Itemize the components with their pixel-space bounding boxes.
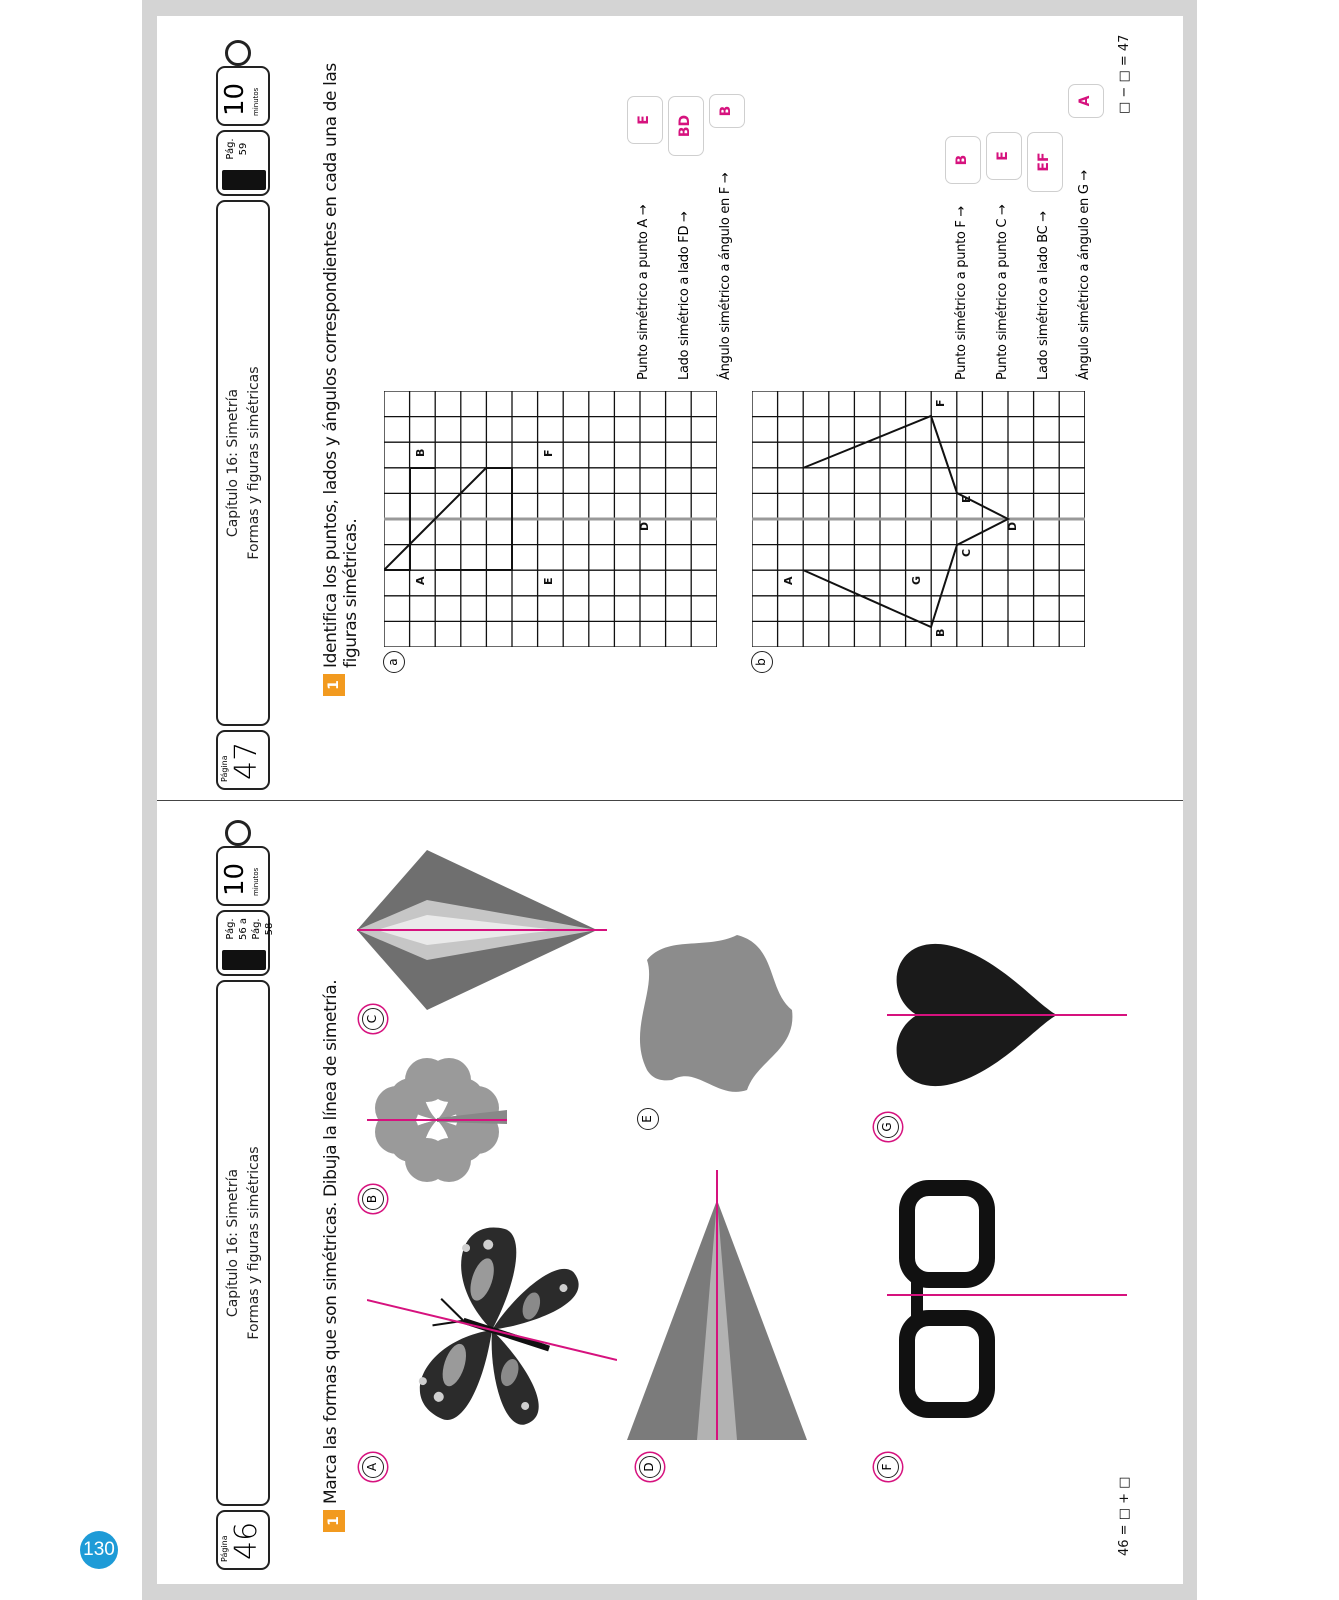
option-d[interactable]: D <box>639 1456 661 1478</box>
footer-equation: □ − □ = 47 <box>1117 34 1132 114</box>
option-c[interactable]: C <box>362 1008 384 1030</box>
kite-figure <box>357 850 607 1010</box>
butterfly-figure <box>367 1210 617 1450</box>
chapter-title: Capítulo 16: Simetría <box>225 388 241 538</box>
page-number-box: Página 47 <box>216 730 270 790</box>
answer-box[interactable]: A <box>1068 84 1104 118</box>
point-label: C <box>960 548 973 557</box>
footer-equation: 46 = □ + □ <box>1117 1476 1132 1556</box>
chapter-subtitle: Formas y figuras simétricas <box>246 366 262 560</box>
chapter-title: Capítulo 16: Simetría <box>225 1168 241 1318</box>
page-number: 47 <box>229 741 264 780</box>
chapter-title-box <box>216 200 270 726</box>
question-text: Marca las formas que son simétricas. Dibuja la línea de simetría. <box>321 979 341 1504</box>
heart-figure <box>887 935 1127 1095</box>
clover-figure <box>367 1050 507 1190</box>
part-b-label: b <box>751 651 773 673</box>
part-a-label: a <box>383 651 405 673</box>
page-number: 46 <box>229 1521 264 1560</box>
page-number-box: Página 46 <box>216 1510 270 1570</box>
point-label: E <box>542 577 555 585</box>
glasses-figure <box>887 1160 1127 1430</box>
textbook-reference: Pág. 56 a Pág. 58 <box>216 910 270 976</box>
chapter-subtitle: Formas y figuras simétricas <box>246 1146 262 1340</box>
point-label: D <box>638 521 651 531</box>
answer-box[interactable]: EF <box>1027 132 1063 192</box>
question-text: Identifica los puntos, lados y ángulos correspondientes en cada una de las figuras simétricas. <box>321 63 361 668</box>
symmetry-grid-a <box>384 391 717 647</box>
alarm-clock-icon <box>225 820 251 846</box>
time-box: 10 minutos <box>216 66 270 126</box>
point-label: E <box>960 495 973 503</box>
chapter-title-box <box>216 980 270 1506</box>
question-number: 1 <box>323 1510 345 1532</box>
book-icon <box>222 170 266 190</box>
blob-figure <box>627 930 797 1100</box>
question-number: 1 <box>323 674 345 696</box>
book-icon <box>222 950 266 970</box>
option-b[interactable]: B <box>362 1188 384 1210</box>
point-label: A <box>414 576 427 585</box>
option-g[interactable]: G <box>877 1116 899 1138</box>
point-label: A <box>782 576 795 585</box>
page-number-badge: 130 <box>80 1531 118 1569</box>
point-label: F <box>542 449 555 457</box>
point-label: B <box>934 628 947 637</box>
answer-box[interactable]: E <box>627 96 663 144</box>
option-f[interactable]: F <box>877 1456 899 1478</box>
option-e[interactable]: E <box>637 1108 659 1130</box>
answer-box[interactable]: B <box>709 94 745 128</box>
point-label: B <box>414 448 427 457</box>
airplane-figure <box>617 1170 817 1440</box>
symmetry-grid-b <box>752 391 1085 647</box>
time-box: 10 minutos <box>216 846 270 906</box>
point-label: G <box>910 575 923 585</box>
answer-box[interactable]: B <box>945 136 981 184</box>
point-label: D <box>1006 521 1019 531</box>
answer-box[interactable]: BD <box>668 96 704 156</box>
option-a[interactable]: A <box>362 1456 384 1478</box>
answer-box[interactable]: E <box>986 132 1022 180</box>
point-label: F <box>934 399 947 407</box>
textbook-reference: Pág. 59 <box>216 130 270 196</box>
alarm-clock-icon <box>225 40 251 66</box>
